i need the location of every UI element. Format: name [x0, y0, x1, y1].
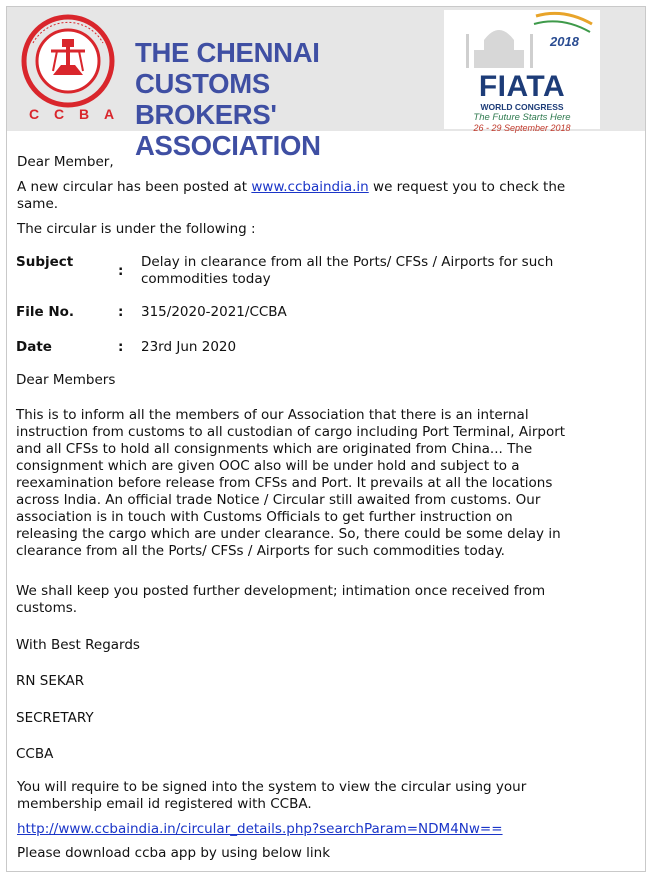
logo-letter-2: C	[54, 106, 65, 122]
closing: With Best Regards	[16, 637, 140, 653]
logo-letter-1: C	[29, 106, 40, 122]
circular-intro: The circular is under the following :	[17, 221, 256, 237]
fiata-dates: 26 - 29 September 2018	[473, 123, 571, 133]
date-value: 23rd Jun 2020	[141, 339, 237, 355]
subject-value-line2: commodities today	[141, 271, 271, 287]
email-frame	[6, 6, 646, 872]
signer-title: SECRETARY	[16, 710, 94, 726]
fiata-tagline: The Future Starts Here	[473, 112, 571, 123]
fiata-year: 2018	[550, 34, 579, 49]
signin-line2: membership email id registered with CCBA.	[17, 796, 312, 812]
paragraph-line: reexamination before release from CFSs and Port. It prevails at all the locations	[16, 475, 553, 491]
download-note: Please download ccba app by using below link	[17, 845, 331, 861]
ccba-logo	[13, 13, 131, 125]
subject-sep: :	[118, 263, 124, 279]
intro-before: A new circular has been posted at	[17, 179, 252, 195]
paragraph-line: This is to inform all the members of our Association that there is an internal	[16, 407, 529, 423]
fiata-logo	[444, 10, 600, 133]
intro-text	[17, 179, 565, 196]
salutation: Dear Members	[16, 372, 116, 388]
body-paragraph	[16, 407, 618, 560]
logo-letter-4: A	[104, 106, 115, 122]
paragraph-line: instruction from customs to all custodian of cargo including Port Terminal, Airport	[16, 424, 566, 440]
org-name-line1: THE CHENNAI CUSTOMS	[135, 37, 320, 99]
subject-label: Subject	[16, 254, 74, 270]
followup-line1: We shall keep you posted further development; intimation once received from	[16, 583, 546, 599]
circular-link[interactable]: http://www.ccbaindia.in/circular_details.php?searchParam=NDM4Nw==	[17, 821, 503, 837]
signer-name: RN SEKAR	[16, 673, 85, 689]
date-label: Date	[16, 339, 52, 355]
org-name-line2: BROKERS' ASSOCIATION	[135, 99, 321, 161]
signin-line1: You will require to be signed into the system to view the circular using your	[17, 779, 527, 795]
header-banner	[7, 7, 645, 161]
file-no-value: 315/2020-2021/CCBA	[141, 304, 287, 320]
organization-name	[135, 37, 435, 161]
logo-letter-3: B	[79, 106, 90, 122]
date-sep: :	[118, 339, 124, 355]
signer-org: CCBA	[16, 746, 54, 762]
subject-value-line1: Delay in clearance from all the Ports/ CFSs / Airports for such	[141, 254, 554, 270]
fiata-subtitle: WORLD CONGRESS	[480, 102, 564, 112]
file-no-sep: :	[118, 304, 124, 320]
site-link[interactable]: www.ccbaindia.in	[251, 179, 369, 195]
intro-line2: same.	[17, 196, 59, 212]
paragraph-line: and all CFSs to hold all consignments which are originated from China... The	[16, 441, 533, 457]
followup-line2: customs.	[16, 600, 78, 616]
paragraph-line: releasing the cargo which are under clearance. So, there could be some delay in	[16, 526, 561, 542]
greeting: Dear Member,	[17, 154, 114, 170]
paragraph-line: consignment which are given OOC also will be under hold and subject to a	[16, 458, 520, 474]
paragraph-line: across India. An official trade Notice / Circular still awaited from customs. Our	[16, 492, 541, 508]
fiata-title: FIATA	[478, 70, 566, 103]
file-no-label: File No.	[16, 304, 75, 320]
intro-after: we request you to check the	[368, 179, 566, 195]
paragraph-line: clearance from all the Ports/ CFSs / Airports for such commodities today.	[16, 543, 505, 559]
paragraph-line: association is in touch with Customs Officials to get further instruction on	[16, 509, 513, 525]
